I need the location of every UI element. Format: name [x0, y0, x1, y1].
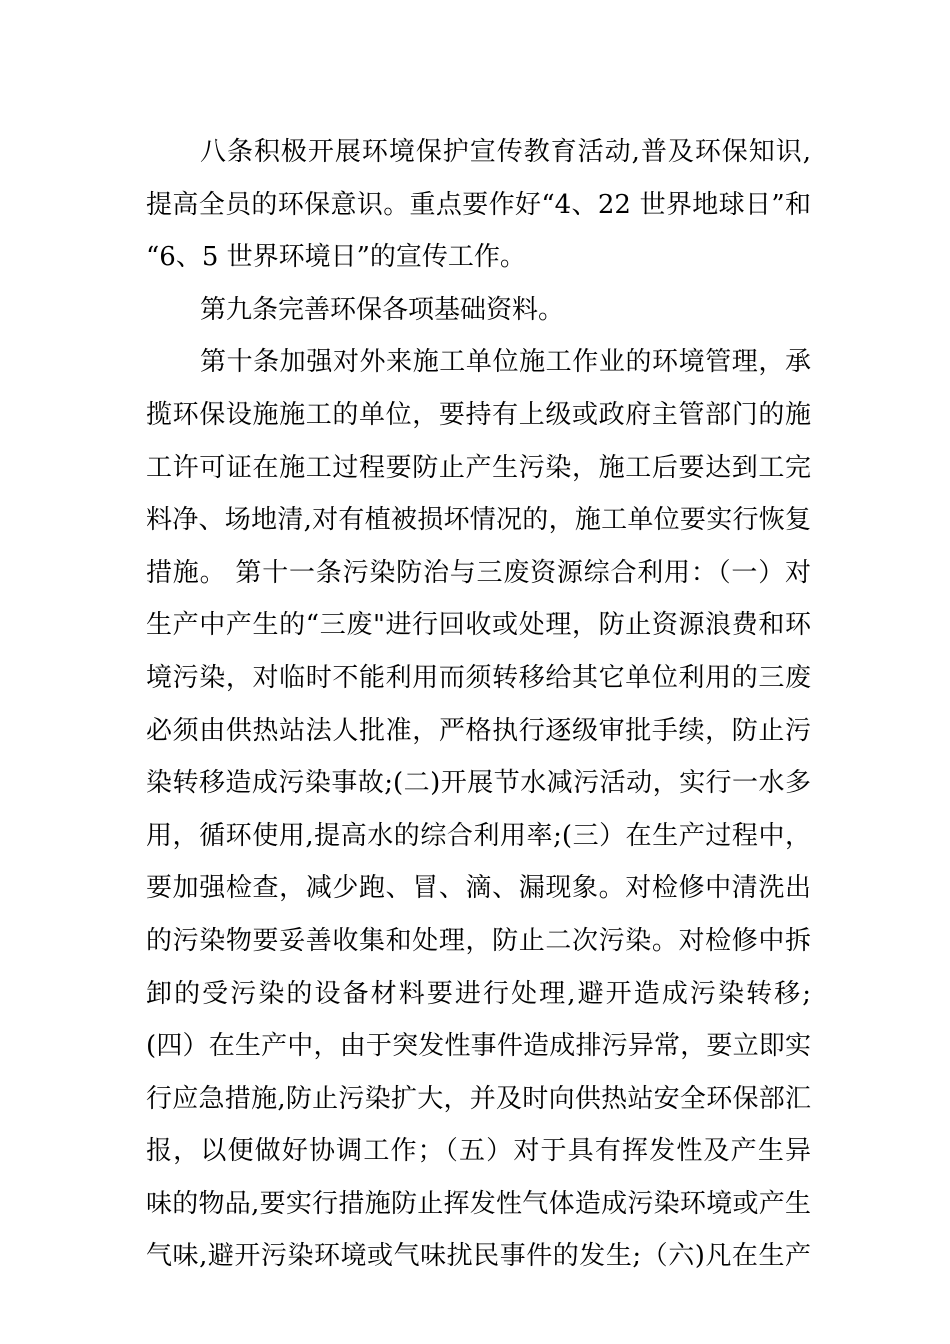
text-line: 要加强检查，减少跑、冒、滴、漏现象。对检修中清洗出	[146, 873, 811, 904]
text-line: 揽环保设施施工的单位，要持有上级或政府主管部门的施	[146, 399, 811, 430]
text-line: (四）在生产中，由于突发性事件造成排污异常，要立即实	[146, 1031, 811, 1062]
text-line: 气味,避开污染环境或气味扰民事件的发生;（六)凡在生产	[146, 1241, 811, 1272]
text-line: 提高全员的环保意识。重点要作好“4、22 世界地球日”和	[146, 189, 811, 220]
text-line: 第十条加强对外来施工单位施工作业的环境管理，承	[200, 347, 811, 378]
text-line: 卸的受污染的设备材料要进行处理,避开造成污染转移;	[146, 978, 811, 1009]
text-line: 报，以便做好协调工作；（五）对于具有挥发性及产生异	[146, 1136, 811, 1167]
text-line: “6、5 世界环境日”的宣传工作。	[146, 242, 526, 273]
text-line: 行应急措施,防止污染扩大，并及时向供热站安全环保部汇	[146, 1083, 811, 1114]
text-line: 用，循环使用,提高水的综合利用率;(三）在生产过程中，	[146, 820, 811, 851]
text-line: 八条积极开展环境保护宣传教育活动,普及环保知识,	[200, 137, 811, 167]
text-line: 境污染，对临时不能利用而须转移给其它单位利用的三废	[146, 662, 811, 693]
text-line: 料净、场地清,对有植被损坏情况的，施工单位要实行恢复	[146, 505, 811, 536]
text-line: 染转移造成污染事故;(二)开展节水减污活动，实行一水多	[146, 768, 811, 799]
text-line: 的污染物要妥善收集和处理，防止二次污染。对检修中拆	[146, 925, 811, 956]
text-line: 第九条完善环保各项基础资料。	[200, 294, 565, 325]
text-line: 生产中产生的“三废"进行回收或处理，防止资源浪费和环	[146, 610, 811, 641]
document-body	[146, 126, 811, 1283]
text-line: 工许可证在施工过程要防止产生污染，施工后要达到工完	[146, 452, 811, 483]
text-line: 措施。 第十一条污染防治与三废资源综合利用：（一）对	[146, 557, 811, 588]
text-line: 必须由供热站法人批准，严格执行逐级审批手续，防止污	[146, 715, 811, 746]
text-line: 味的物品,要实行措施防止挥发性气体造成污染环境或产生	[146, 1188, 811, 1219]
